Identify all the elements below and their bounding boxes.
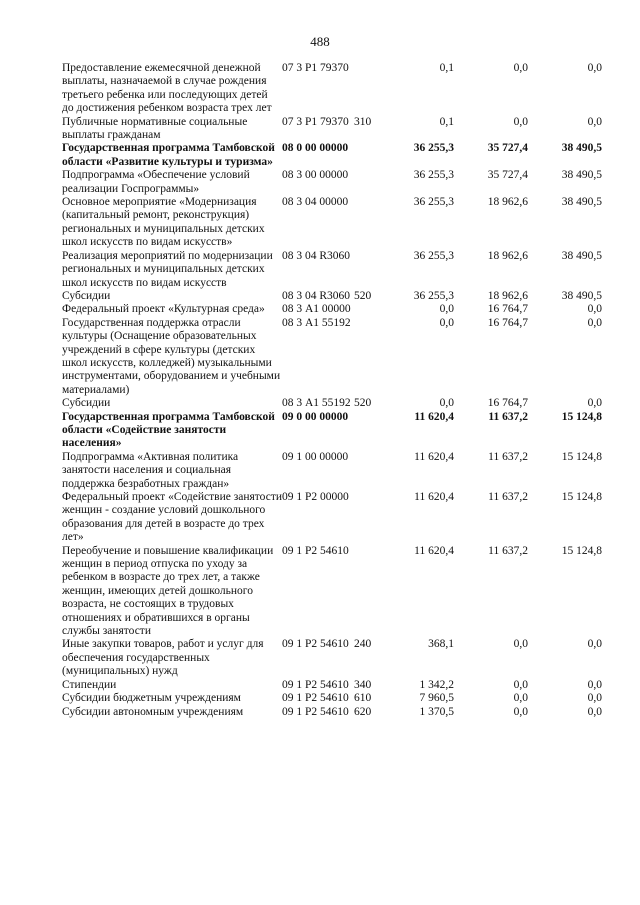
row-amount-year-3: 0,0 <box>587 397 602 410</box>
row-target-code: 09 1 Р2 00000 <box>282 491 349 503</box>
row-amount-year-3: 0,0 <box>587 638 602 651</box>
row-amount-year-3: 38 490,5 <box>561 169 602 182</box>
table-row <box>62 706 602 719</box>
row-amount-year-3: 0,0 <box>587 692 602 705</box>
row-amount-year-1: 36 255,3 <box>413 142 454 155</box>
row-target-code: 08 3 А1 55192 <box>282 397 351 410</box>
table-row <box>62 411 602 451</box>
row-amount-year-2: 11 637,2 <box>488 410 528 423</box>
row-expense-type <box>354 196 380 250</box>
row-amount-year-1: 0,0 <box>439 397 454 410</box>
row-amount-year-1: 0,0 <box>439 303 454 316</box>
row-name: Публичные нормативные социальные выплаты гражданам <box>62 115 248 142</box>
row-amount-year-2: 18 962,6 <box>487 249 528 262</box>
row-expense-type <box>354 62 380 116</box>
row-expense-type <box>354 250 380 290</box>
row-amount-year-3: 38 490,5 <box>561 249 602 262</box>
row-amount-year-2: 16 764,7 <box>487 303 528 316</box>
row-target-code: 09 1 Р2 54610 <box>282 705 349 718</box>
row-name: Федеральный проект «Культурная среда» <box>62 303 265 316</box>
row-amount-year-1: 1 370,5 <box>419 705 454 718</box>
row-name: Субсидии <box>62 397 111 410</box>
row-expense-type <box>354 545 380 639</box>
table-row <box>62 290 602 303</box>
row-amount-year-1: 11 620,4 <box>414 544 454 557</box>
row-amount-year-3: 0,0 <box>587 316 602 329</box>
table-row <box>62 62 602 116</box>
row-amount-year-1: 1 342,2 <box>419 678 454 691</box>
row-expense-type: 340 <box>354 678 372 691</box>
row-name: Федеральный проект «Содействие занятости женщин - создание условий дошкольного образования для детей в возрасте до трех лет» <box>62 491 283 544</box>
row-amount-year-2: 16 764,7 <box>487 397 528 410</box>
row-amount-year-2: 11 637,2 <box>488 544 528 557</box>
table-row <box>62 169 602 196</box>
row-amount-year-1: 11 620,4 <box>414 450 454 463</box>
table-row <box>62 303 602 316</box>
row-expense-type <box>354 491 380 545</box>
row-target-code: 07 3 Р1 79370 <box>282 115 349 128</box>
row-name: Субсидии бюджетным учреждениям <box>62 692 241 705</box>
row-amount-year-2: 18 962,6 <box>487 289 528 302</box>
row-name: Субсидии автономным учреждениям <box>62 705 244 718</box>
row-target-code: 08 0 00 00000 <box>282 142 349 155</box>
row-expense-type: 620 <box>354 705 372 718</box>
row-amount-year-1: 36 255,3 <box>413 289 454 302</box>
row-amount-year-2: 0,0 <box>513 705 528 718</box>
table-row <box>62 142 602 169</box>
row-target-code: 09 1 Р2 54610 <box>282 678 349 691</box>
table-row <box>62 692 602 705</box>
budget-table <box>62 62 602 719</box>
row-target-code: 09 1 Р2 54610 <box>282 692 349 705</box>
row-target-code: 08 3 04 R3060 <box>282 289 351 302</box>
row-amount-year-3: 0,0 <box>587 678 602 691</box>
row-amount-year-1: 7 960,5 <box>419 692 454 705</box>
row-amount-year-1: 36 255,3 <box>413 196 454 209</box>
row-target-code: 09 1 00 00000 <box>282 450 349 463</box>
row-expense-type <box>354 317 380 397</box>
row-target-code: 08 3 04 00000 <box>282 196 349 209</box>
row-amount-year-2: 0,0 <box>513 678 528 691</box>
row-amount-year-2: 11 637,2 <box>488 491 528 503</box>
row-amount-year-3: 0,0 <box>587 303 602 316</box>
row-target-code: 08 3 А1 00000 <box>282 303 351 316</box>
row-amount-year-3: 15 124,8 <box>561 491 602 503</box>
row-amount-year-3: 0,0 <box>587 115 602 128</box>
row-amount-year-3: 38 490,5 <box>561 196 602 209</box>
row-name: Иные закупки товаров, работ и услуг для обеспечения государственных (муниципальных) нужд <box>62 638 264 678</box>
row-target-code: 09 1 Р2 54610 <box>282 544 349 557</box>
row-name: Переобучение и повышение квалификации женщин в период отпуска по уходу за ребенком в возрасте до трех лет, а также женщин, имеющих детей дошкольного возраста, не состоящих в трудовых отношениях и обратившихся в органы службы занятости <box>62 544 274 638</box>
row-amount-year-3: 15 124,8 <box>561 410 602 423</box>
row-name: Реализация мероприятий по модернизации региональных и муниципальных детских школ искусств по видам искусств <box>62 249 273 289</box>
row-name: Субсидии <box>62 289 111 302</box>
row-amount-year-1: 0,1 <box>439 62 454 74</box>
row-target-code: 09 0 00 00000 <box>282 410 349 423</box>
row-amount-year-1: 11 620,4 <box>414 491 454 503</box>
row-amount-year-2: 0,0 <box>513 115 528 128</box>
row-amount-year-2: 35 727,4 <box>487 169 528 182</box>
page-number: 488 <box>310 34 330 49</box>
table-row <box>62 250 602 290</box>
row-amount-year-3: 15 124,8 <box>561 450 602 463</box>
row-amount-year-1: 36 255,3 <box>413 249 454 262</box>
row-name: Предоставление ежемесячной денежной выплаты, назначаемой в случае рождения третьего ребенка или последующих детей до достижения ребенком возраста трех лет <box>62 62 272 115</box>
row-amount-year-1: 11 620,4 <box>414 410 454 423</box>
row-expense-type: 610 <box>354 692 372 705</box>
row-amount-year-2: 0,0 <box>513 62 528 74</box>
table-row <box>62 397 602 410</box>
row-name: Государственная программа Тамбовской области «Развитие культуры и туризма» <box>62 142 275 168</box>
row-name: Подпрограмма «Обеспечение условий реализации Госпрограммы» <box>62 169 250 195</box>
row-amount-year-2: 11 637,2 <box>488 450 528 463</box>
row-name: Государственная программа Тамбовской области «Содействие занятости населения» <box>62 410 275 450</box>
row-name: Основное мероприятие «Модернизация (капитальный ремонт, реконструкция) региональных и муниципальных детских школ искусств по видам искусств» <box>62 196 265 249</box>
row-amount-year-3: 0,0 <box>587 62 602 74</box>
row-expense-type: 240 <box>354 638 372 651</box>
row-expense-type: 520 <box>354 397 372 410</box>
row-amount-year-3: 15 124,8 <box>561 544 602 557</box>
row-amount-year-2: 35 727,4 <box>487 142 528 155</box>
row-amount-year-1: 36 255,3 <box>413 169 454 182</box>
row-target-code: 09 1 Р2 54610 <box>282 638 349 651</box>
row-expense-type <box>354 411 380 451</box>
row-amount-year-2: 0,0 <box>513 638 528 651</box>
row-expense-type: 310 <box>354 115 372 128</box>
table-row <box>62 317 602 397</box>
row-expense-type <box>354 169 380 196</box>
row-amount-year-1: 368,1 <box>428 638 454 651</box>
row-target-code: 08 3 А1 55192 <box>282 316 351 329</box>
row-expense-type <box>354 303 380 316</box>
row-amount-year-3: 38 490,5 <box>561 142 602 155</box>
row-amount-year-2: 16 764,7 <box>487 316 528 329</box>
row-target-code: 07 3 Р1 79370 <box>282 62 349 74</box>
row-expense-type <box>354 142 380 169</box>
row-amount-year-3: 38 490,5 <box>561 289 602 302</box>
row-target-code: 08 3 00 00000 <box>282 169 349 182</box>
table-row <box>62 451 602 491</box>
row-amount-year-1: 0,0 <box>439 316 454 329</box>
table-row <box>62 679 602 692</box>
table-row <box>62 545 602 639</box>
table-row <box>62 196 602 250</box>
row-amount-year-2: 18 962,6 <box>487 196 528 209</box>
table-row <box>62 491 602 545</box>
row-amount-year-3: 0,0 <box>587 705 602 718</box>
row-name: Государственная поддержка отрасли культуры (Оснащение образовательных учреждений в сфере культуры (детских школ искусств, колледжей) музыкальными инструментами, оборудованием и учебными материалами) <box>62 316 281 396</box>
table-row <box>62 638 602 678</box>
table-row <box>62 116 602 143</box>
row-expense-type <box>354 451 380 491</box>
row-amount-year-2: 0,0 <box>513 692 528 705</box>
row-name: Стипендии <box>62 678 117 691</box>
row-expense-type: 520 <box>354 289 372 302</box>
budget-table-body <box>62 62 602 719</box>
row-amount-year-1: 0,1 <box>439 115 454 128</box>
row-name: Подпрограмма «Активная политика занятости населения и социальная поддержка безработных граждан» <box>62 450 239 490</box>
row-target-code: 08 3 04 R3060 <box>282 249 351 262</box>
